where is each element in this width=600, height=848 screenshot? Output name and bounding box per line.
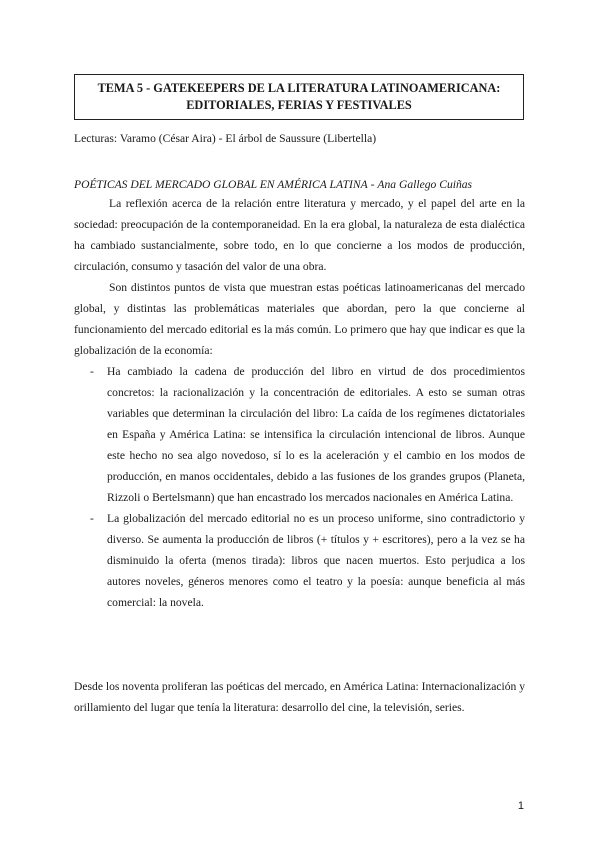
bullet-item <box>74 508 525 613</box>
paragraph-3: Desde los noventa proliferan las poéticas del mercado, en América Latina: Internacionalización y orillamiento del lugar que tenía la literatura: desarrollo del cine, la televisión, series. <box>74 680 526 714</box>
bullet-text: La globalización del mercado editorial no es un proceso uniforme, sino contradictorio y diverso. Se aumenta la producción de libros (+ títulos y + escritores), pero a la vez se ha disminuido la oferta (menos tirada): libros que nacen muertos. Esto perjudica a los autores noveles, géneros menores como el teatro y la poesía: aunque beneficia al más comercial: la novela. <box>107 512 525 609</box>
title-box <box>74 74 524 120</box>
title-line-1: TEMA 5 - GATEKEEPERS DE LA LITERATURA LATINOAMERICANA: <box>97 81 501 95</box>
title-line-2: EDITORIALES, FERIAS Y FESTIVALES <box>186 98 412 112</box>
bullet-marker: - <box>90 365 94 378</box>
bullet-item <box>74 361 525 508</box>
bullet-text: Ha cambiado la cadena de producción del libro en virtud de dos procedimientos concretos: la racionalización y la concentración de editoriales. A esto se suman otras variables que determinan la circulación del libro: La caída de los regímenes dictatoriales en España y América Latina: se intensifica la circulación intencional de libros. Aunque este hecho no sea algo novedoso, sí lo es la aceleración y el cambio en los modos de producción, en manos occidentales, debido a las fusiones de los grandes grupos (Planeta, Rizzoli o Bertelsmann) que han encastrado los mercados nacionales en América Latina. <box>107 365 525 504</box>
page-number: 1 <box>517 800 524 812</box>
paragraph-2: Son distintos puntos de vista que muestran estas poéticas latinoamericanas del mercado global, y distintas las problemáticas materiales que abordan, pero la que concierne al funcionamiento del mercado editorial es la más común. Lo primero que hay que indicar es que la globalización de la economía: <box>74 281 525 357</box>
section-heading-title: POÉTICAS DEL MERCADO GLOBAL EN AMÉRICA LATINA <box>74 178 368 191</box>
section-heading-author: Ana Gallego Cuiñas <box>377 178 473 191</box>
bullet-list <box>74 361 525 613</box>
readings-line: Lecturas: Varamo (César Aira) - El árbol de Saussure (Libertella) <box>74 132 377 145</box>
section-heading <box>74 177 472 193</box>
bullet-marker: - <box>90 512 94 525</box>
section-heading-separator: - <box>367 178 378 191</box>
paragraph-1: La reflexión acerca de la relación entre literatura y mercado, y el papel del arte en la sociedad: preocupación de la contemporaneidad. En la era global, la naturaleza de esta dialéctica ha cambiado sustancialmente, sobre todo, en lo que concierne a los modos de producción, circulación, consumo y tasación del valor de una obra. <box>74 197 525 273</box>
